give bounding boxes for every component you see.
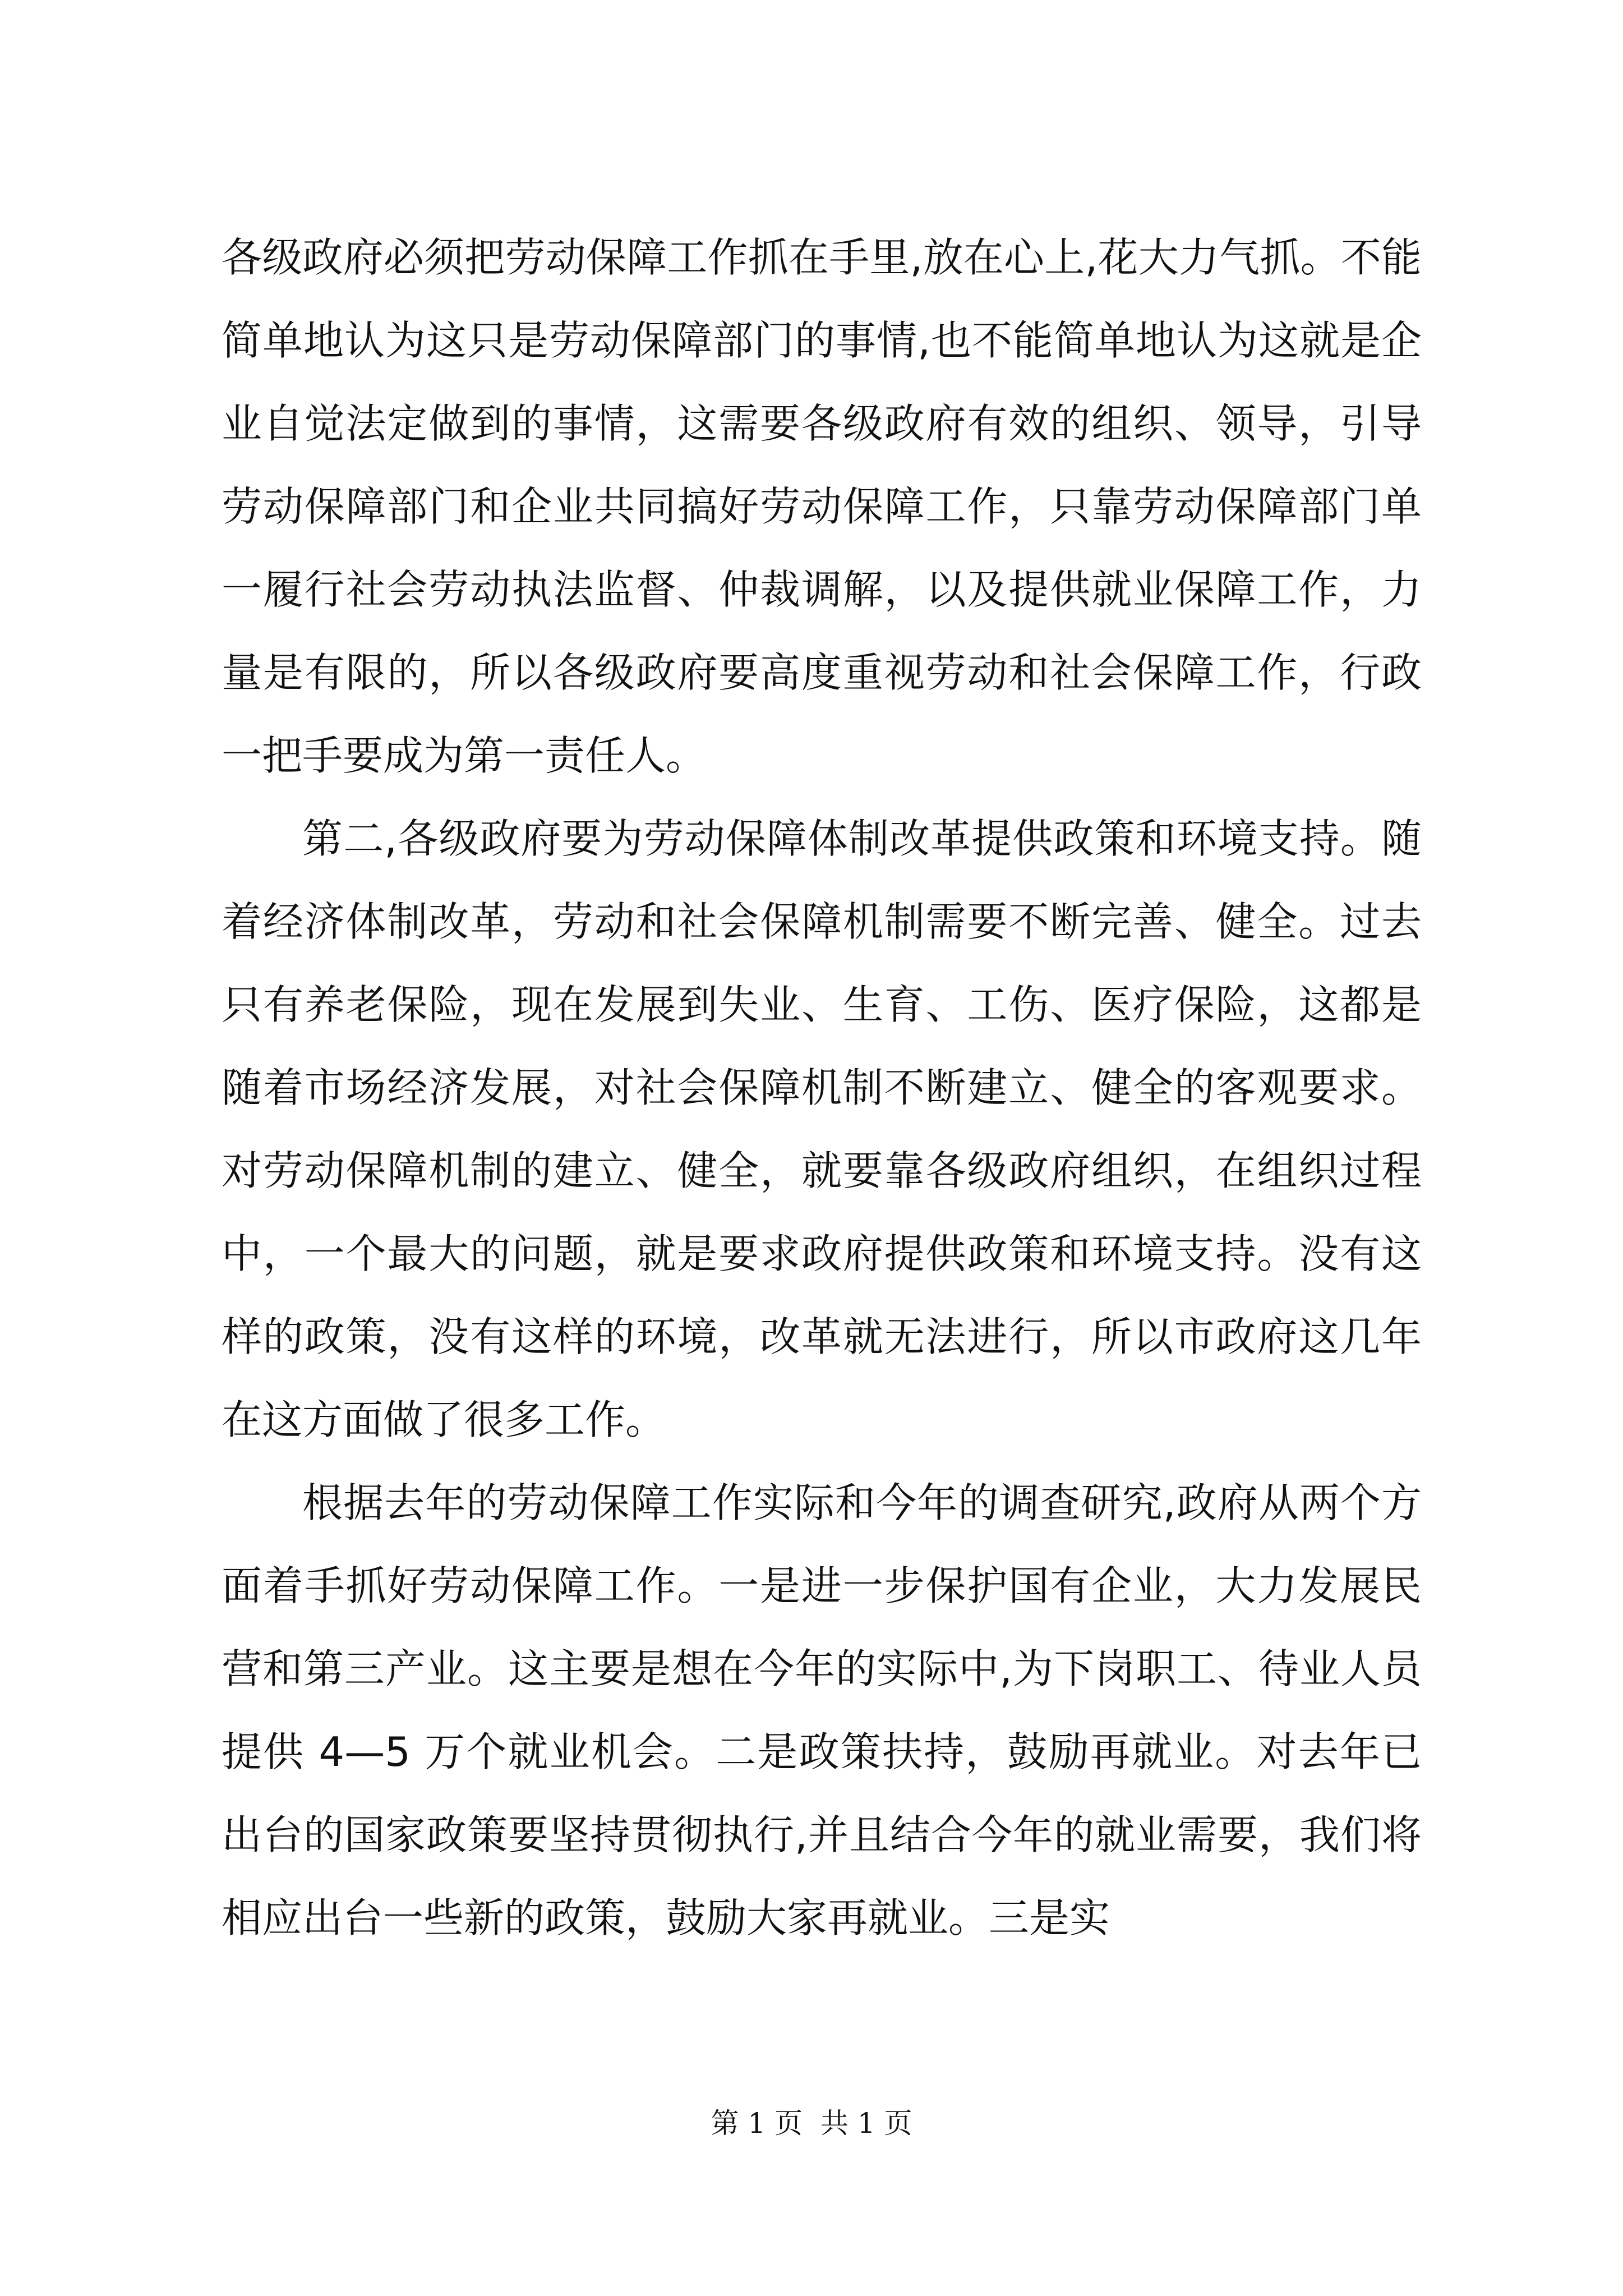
document-body <box>222 216 1422 1959</box>
paragraph-2: 第二,各级政府要为劳动保障体制改革提供政策和环境支持。随着经济体制改革，劳动和社会保障机制需要不断完善、健全。过去只有养老保险，现在发展到失业、生育、工伤、医疗保险，这都是随着市场经济发展，对社会保障机制不断建立、健全的客观要求。对劳动保障机制的建立、健全，就要靠各级政府组织，在组织过程中，一个最大的问题，就是要求政府提供政策和环境支持。没有这样的政策，没有这样的环境，改革就无法进行，所以市政府这几年在这方面做了很多工作。 <box>222 815 1422 1443</box>
page-footer: 第 1 页 共 1 页 <box>711 2107 912 2139</box>
paragraph-1: 各级政府必须把劳动保障工作抓在手里,放在心上,花大力气抓。不能简单地认为这只是劳动保障部门的事情,也不能简单地认为这就是企业自觉法定做到的事情，这需要各级政府有效的组织、领导，引导劳动保障部门和企业共同搞好劳动保障工作，只靠劳动保障部门单一履行社会劳动执法监督、仲裁调解，以及提供就业保障工作，力量是有限的，所以各级政府要高度重视劳动和社会保障工作，行政一把手要成为第一责任人。 <box>222 234 1422 779</box>
paragraph-3: 根据去年的劳动保障工作实际和今年的调查研究,政府从两个方面着手抓好劳动保障工作。一是进一步保护国有企业，大力发展民营和第三产业。这主要是想在今年的实际中,为下岗职工、待业人员提供 4—5 万个就业机会。二是政策扶持，鼓励再就业。对去年已出台的国家政策要坚持贯彻执行,并且结合今年的就业需要，我们将相应出台一些新的政策，鼓励大家再就业。三是实 <box>222 1479 1422 1941</box>
